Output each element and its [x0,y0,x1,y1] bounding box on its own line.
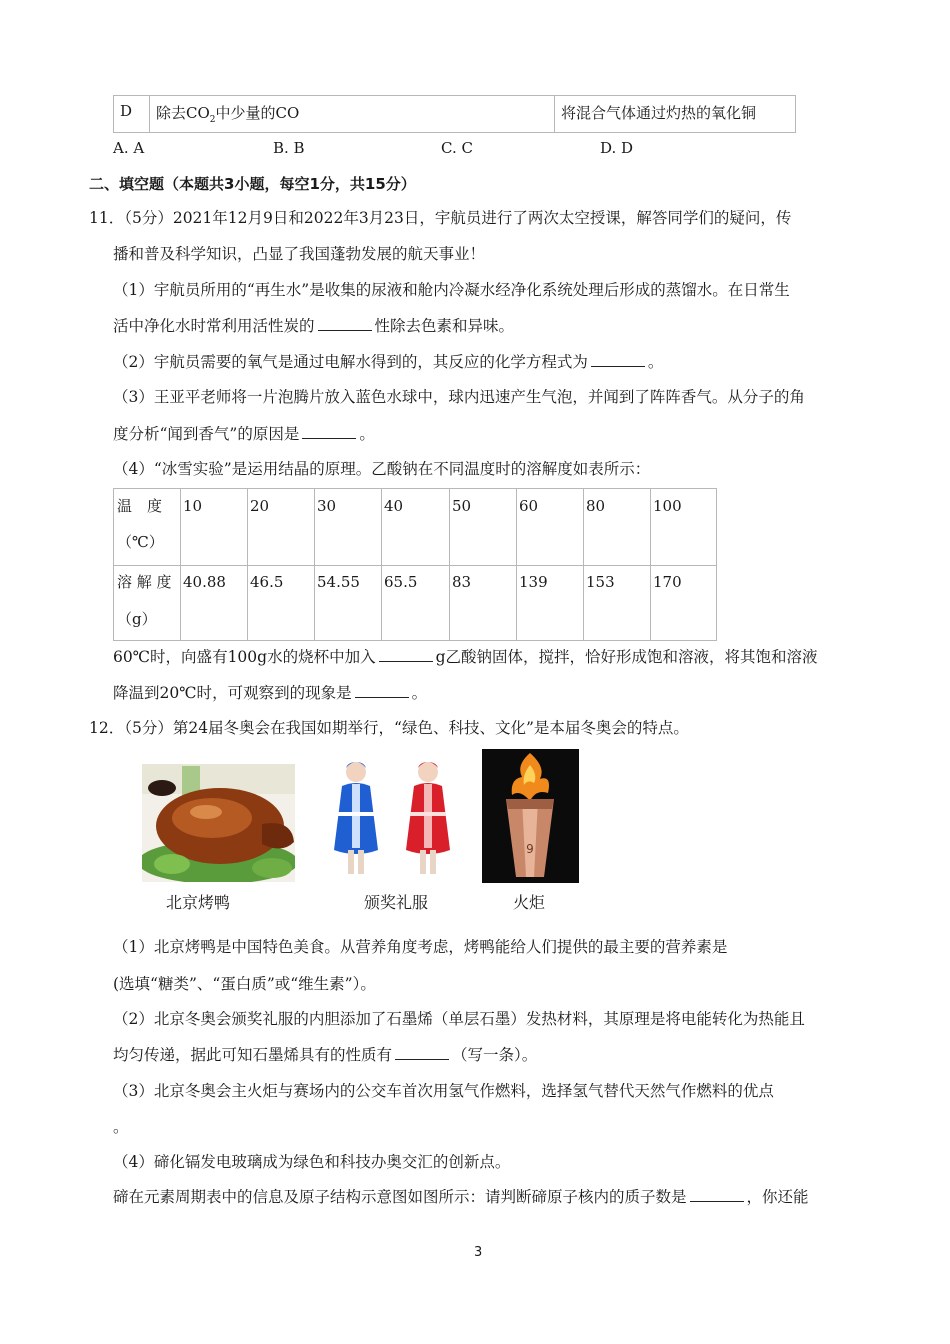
temp-cell: 20 [250,497,270,515]
q12-p1-line1: （1）北京烤鸭是中国特色美食。从营养角度考虑，烤鸭能给人们提供的最主要的营养素是 [113,938,728,956]
torch-image [482,749,579,883]
answer-blank [690,1187,744,1202]
q11-p2-text-b: 。 [647,353,664,371]
q11-p1-text-a: 活中净化水时常利用活性炭的 [113,317,315,335]
solubility-cell: 40.88 [183,573,226,591]
q12-p2-line2 [113,1045,537,1065]
temp-cell: 10 [183,497,203,515]
q12-p2-line1: （2）北京冬奥会颁奖礼服的内胆添加了石墨烯（单层石墨）发热材料，其原理是将电能转化为热能且 [113,1010,805,1028]
temp-cell: 30 [317,497,337,515]
q11-p2-text-a: （2）宇航员需要的氧气是通过电解水得到的，其反应的化学方程式为 [113,353,588,371]
section-title: 二、填空题（本题共3小题，每空1分，共15分） [89,175,416,193]
purpose-post: 中少量的CO [215,104,300,122]
q12-p5 [113,1187,809,1207]
q12-p5-text-b: ，你还能 [746,1188,809,1206]
q11-p3-text-a: 度分析“闻到香气”的原因是 [113,425,300,443]
purpose-pre: 除去CO [156,104,210,122]
purpose-sub: 2 [209,115,216,125]
table-row-d [113,95,796,133]
answer-blank [355,683,409,698]
q12-p3-line1: （3）北京冬奥会主火炬与赛场内的公交车首次用氢气作燃料，选择氢气替代天然气作燃料的优点 [113,1082,774,1100]
caption-roast-duck: 北京烤鸭 [166,893,231,912]
q11-p1-line2 [113,316,514,336]
q11-after-line1 [113,647,818,667]
svg-text:9: 9 [526,842,534,856]
q12-p2-text-b: （写一条）。 [452,1046,538,1064]
answer-blank [318,316,372,331]
row-purpose [150,96,555,132]
q12-p5-text-a: 碲在元素周期表中的信息及原子结构示意图如图所示：请判断碲原子核内的质子数是 [113,1188,687,1206]
q11-after-text-a: 60℃时，向盛有100g水的烧杯中加入 [113,648,376,666]
q12-p2-text-a: 均匀传递，据此可知石墨烯具有的性质有 [113,1046,393,1064]
option-d: D. D [600,139,634,157]
temp-header-b: （℃） [117,533,164,551]
solubility-header-a: 溶 解 度 [117,573,172,591]
q11-p3-text-b: 。 [359,425,375,443]
solubility-cell: 54.55 [317,573,360,591]
caption-torch: 火炬 [513,893,546,912]
q11-p2 [113,352,663,372]
answer-blank [591,352,645,367]
row-label: D [114,96,150,132]
answer-blank [395,1045,449,1060]
solubility-cell: 65.5 [384,573,418,591]
q11-line2: 播和普及科学知识，凸显了我国蓬勃发展的航天事业！ [113,245,486,263]
temp-header-a: 温 度 [117,497,163,515]
solubility-header-b: （g） [117,610,157,628]
q12-p4: （4）碲化镉发电玻璃成为绿色和科技办奥交汇的创新点。 [113,1153,511,1171]
temp-cell: 80 [586,497,606,515]
solubility-cell: 139 [519,573,548,591]
q11-after2-text-b: 。 [411,684,428,702]
q11-after-line2 [113,683,427,703]
option-b: B. B [273,139,305,157]
q11-p1-line1: （1）宇航员所用的“再生水”是收集的尿液和舱内冷凝水经净化系统处理后形成的蒸馏水。在日常生 [113,281,790,299]
q11-p4: （4）“冰雪实验”是运用结晶的原理。乙酸钠在不同温度时的溶解度如表所示： [113,460,651,478]
option-c: C. C [441,139,473,157]
q11-line1: 11．（5分）2021年12月9日和2022年3月23日，宇航员进行了两次太空授课，解答同学们的疑问，传 [89,209,792,227]
q12-p3-line2: 。 [113,1118,129,1136]
q11-p3-line2 [113,424,375,444]
row-method: 将混合气体通过灼热的氧化铜 [561,104,757,122]
award-dress-image [318,758,468,886]
answer-blank [302,424,356,439]
q12-p1-line2: (选填“糖类”、“蛋白质”或“维生素”）。 [113,975,376,993]
page-number: 3 [474,1245,483,1260]
option-a: A. A [113,139,145,157]
temp-cell: 60 [519,497,539,515]
solubility-cell: 83 [452,573,472,591]
answer-blank [379,647,433,662]
roast-duck-image [142,764,295,882]
solubility-cell: 153 [586,573,615,591]
q11-p3-line1: （3）王亚平老师将一片泡腾片放入蓝色水球中，球内迅速产生气泡，并闻到了阵阵香气。从分子的角 [113,388,805,406]
solubility-cell: 170 [653,573,682,591]
temp-cell: 50 [452,497,472,515]
q11-after2-text-a: 降温到20℃时，可观察到的现象是 [113,684,352,702]
temp-cell: 40 [384,497,404,515]
solubility-table [113,488,717,641]
q12-line1: 12．（5分）第24届冬奥会在我国如期举行，“绿色、科技、文化”是本届冬奥会的特点。 [89,719,689,737]
caption-award-dress: 颁奖礼服 [364,893,429,912]
solubility-cell: 46.5 [250,573,284,591]
temp-cell: 100 [653,497,682,515]
q11-p1-text-b: 性除去色素和异味。 [374,317,515,335]
q11-after-text-b: g乙酸钠固体，搅拌，恰好形成饱和溶液，将其饱和溶液 [435,648,818,666]
